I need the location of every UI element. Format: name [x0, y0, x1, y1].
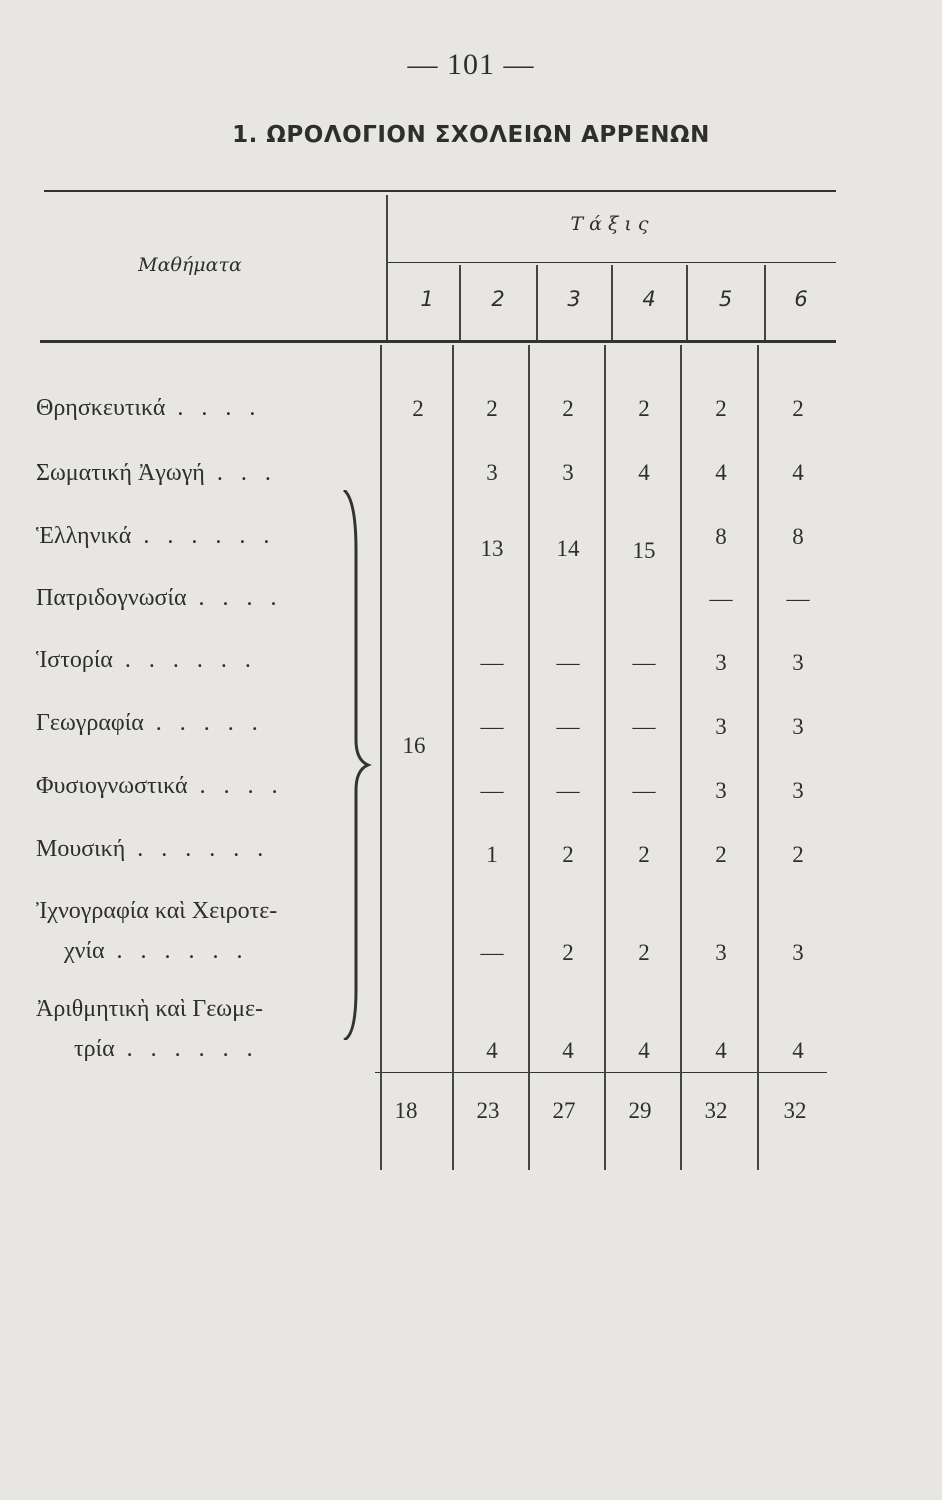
cell-r5-g3: — — [556, 714, 580, 739]
cell-r9-g6: 4 — [792, 1038, 804, 1063]
cell-r6-g6: 3 — [792, 778, 804, 803]
cell-r5-g6: 3 — [792, 714, 804, 739]
cell-r9-g4: 4 — [638, 1038, 650, 1063]
subject-label-line2: χνία — [64, 938, 105, 964]
grade-header-2: 2 — [491, 287, 505, 311]
subject-label: Μουσική — [36, 836, 126, 862]
total-g4: 29 — [628, 1098, 652, 1123]
cell-r8-g3: 2 — [562, 940, 574, 965]
cell-r8-g4: 2 — [638, 940, 650, 965]
subjects-header: Μαθήματα — [138, 254, 242, 276]
cell-r4-g3: — — [556, 650, 580, 675]
grades-rule — [388, 262, 836, 263]
grade-header-4: 4 — [642, 287, 656, 311]
cell-r0-g5: 2 — [715, 396, 727, 421]
cell-r3-g6: — — [786, 586, 810, 611]
cell-r2-g4: 15 — [632, 538, 656, 563]
cell-r4-g6: 3 — [792, 650, 804, 675]
cell-r7-g2: 1 — [486, 842, 498, 867]
header-divider-subjects — [386, 195, 388, 340]
subject-label: Γεωγραφία — [36, 710, 144, 736]
cell-r9-g2: 4 — [486, 1038, 498, 1063]
page-title: 1. ΩΡΟΛΟΓΙΟΝ ΣΧΟΛΕΙΩΝ ΑΡΡΕΝΩΝ — [232, 122, 710, 148]
subject-label-line2: τρία — [74, 1036, 115, 1062]
cell-r6-g2: — — [480, 778, 504, 803]
cell-r2-g5: 8 — [715, 524, 727, 549]
cell-r0-g6: 2 — [792, 396, 804, 421]
cell-r7-g5: 2 — [715, 842, 727, 867]
cell-r0-g3: 2 — [562, 396, 574, 421]
grade-header-5: 5 — [718, 287, 733, 311]
cell-r1-g4: 4 — [638, 460, 650, 485]
table-row: Γεωγραφία . . . . . — [36, 710, 264, 736]
totals-rule — [375, 1072, 827, 1073]
cell-r5-g4: — — [632, 714, 656, 739]
subject-label: Θρησκευτικά — [36, 395, 166, 421]
subject-label-line1: Ἰχνογραφία καὶ Χειροτε- — [36, 898, 278, 924]
grouping-brace — [342, 490, 372, 1040]
cell-r8-g5: 3 — [715, 940, 727, 965]
cell-r1-g2: 3 — [486, 460, 498, 485]
subject-label: Ἑλληνικά — [36, 523, 132, 549]
cell-r4-g5: 3 — [715, 650, 727, 675]
subject-label-line1: Ἀριθμητικὴ καὶ Γεωμε- — [36, 996, 264, 1022]
table-row: Πατριδογνωσία . . . . — [36, 585, 283, 611]
table-row: χνία . . . . . . — [64, 938, 249, 964]
cell-r0-g1: 2 — [412, 396, 424, 421]
grade-header-1: 1 — [420, 287, 434, 311]
total-g5: 32 — [704, 1098, 728, 1123]
grade-header-6: 6 — [794, 287, 808, 311]
table-row: τρία . . . . . . — [74, 1036, 259, 1062]
table-row: Ἑλληνικά . . . . . . — [36, 523, 276, 549]
cell-r2-g3: 14 — [556, 536, 580, 561]
total-g1: 18 — [394, 1098, 418, 1123]
subject-label: Πατριδογνωσία — [36, 585, 187, 611]
page-number: — 101 — — [407, 48, 535, 81]
cell-r7-g6: 2 — [792, 842, 804, 867]
cell-r5-g2: — — [480, 714, 504, 739]
cell-r4-g4: — — [632, 650, 656, 675]
cell-r8-g2: — — [480, 940, 504, 965]
table-row: Θρησκευτικά . . . . — [36, 395, 262, 421]
subject-label: Φυσιογνωστικά — [36, 773, 188, 799]
table-row: Μουσική . . . . . . — [36, 836, 270, 862]
grade-header-3: 3 — [567, 287, 581, 311]
table-row: Φυσιογνωστικά . . . . — [36, 773, 284, 799]
cell-r9-g5: 4 — [715, 1038, 727, 1063]
cell-r6-g3: — — [556, 778, 580, 803]
cell-r5-g5: 3 — [715, 714, 727, 739]
cell-r9-g3: 4 — [562, 1038, 574, 1063]
table-row: Σωματική Ἀγωγή . . . — [36, 460, 277, 486]
cell-r5-g1: 16 — [402, 733, 426, 758]
total-g6: 32 — [783, 1098, 807, 1123]
cell-r7-g4: 2 — [638, 842, 650, 867]
cell-r6-g4: — — [632, 778, 656, 803]
total-g2: 23 — [476, 1098, 500, 1123]
header-bottom-rule — [40, 340, 836, 343]
cell-r1-g3: 3 — [562, 460, 574, 485]
subject-label: Ἱστορία — [36, 647, 113, 673]
cell-r0-g2: 2 — [486, 396, 498, 421]
cell-r0-g4: 2 — [638, 396, 650, 421]
cell-r4-g2: — — [480, 650, 504, 675]
top-rule — [44, 190, 836, 192]
cell-r1-g5: 4 — [715, 460, 727, 485]
total-g3: 27 — [552, 1098, 576, 1123]
cell-r6-g5: 3 — [715, 778, 727, 803]
cell-r7-g3: 2 — [562, 842, 574, 867]
subject-label: Σωματική Ἀγωγή — [36, 460, 205, 486]
cell-r2-g6: 8 — [792, 524, 804, 549]
cell-r2-g2: 13 — [480, 536, 504, 561]
cell-r1-g6: 4 — [792, 460, 804, 485]
cell-r8-g6: 3 — [792, 940, 804, 965]
grades-header: Τάξις — [570, 213, 655, 235]
table-row: Ἱστορία . . . . . . — [36, 647, 257, 673]
cell-r3-g5: — — [709, 586, 733, 611]
